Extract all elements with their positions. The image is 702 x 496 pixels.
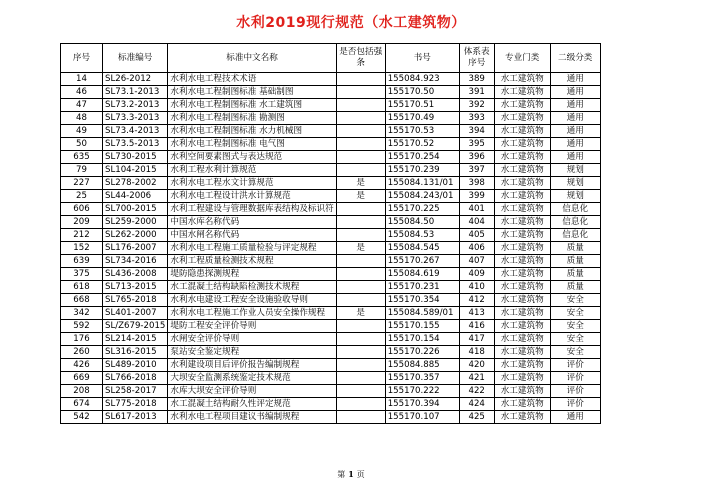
table-row: [61, 346, 601, 359]
cell-door: 水工建筑物: [494, 112, 550, 125]
cell-book: 155170.154: [385, 333, 459, 346]
cell-mandatory: 是: [336, 242, 385, 255]
cell-mandatory: [336, 73, 385, 86]
cell-sys-seq: 405: [459, 229, 494, 242]
cell-name: 泵站安全鉴定规程: [168, 346, 336, 359]
cell-code: SL765-2018: [103, 294, 168, 307]
table-row: [61, 99, 601, 112]
cell-code: SL73.1-2013: [103, 86, 168, 99]
cell-sys-seq: 409: [459, 268, 494, 281]
cell-cat: 规划: [550, 177, 600, 190]
cell-code: SL73.2-2013: [103, 99, 168, 112]
cell-code: SL259-2000: [103, 216, 168, 229]
cell-name: 水闸安全评价导则: [168, 333, 336, 346]
cell-name: 水利工程质量检测技术规程: [168, 255, 336, 268]
cell-door: 水工建筑物: [494, 242, 550, 255]
table-row: [61, 294, 601, 307]
cell-name: 水工混凝土结构缺陷检测技术规程: [168, 281, 336, 294]
cell-seq: 426: [61, 359, 103, 372]
cell-sys-seq: 392: [459, 99, 494, 112]
cell-code: SL489-2010: [103, 359, 168, 372]
cell-book: 155170.394: [385, 398, 459, 411]
cell-book: 155084.589/01: [385, 307, 459, 320]
cell-seq: 176: [61, 333, 103, 346]
table-row: [61, 320, 601, 333]
cell-sys-seq: 416: [459, 320, 494, 333]
cell-sys-seq: 398: [459, 177, 494, 190]
cell-name: 水利水电工程技术术语: [168, 73, 336, 86]
cell-mandatory: [336, 346, 385, 359]
cell-cat: 通用: [550, 125, 600, 138]
table-row: [61, 229, 601, 242]
standards-table: [60, 43, 601, 424]
cell-cat: 安全: [550, 294, 600, 307]
table-row: [61, 190, 601, 203]
cell-mandatory: [336, 86, 385, 99]
cell-code: SL713-2015: [103, 281, 168, 294]
cell-mandatory: [336, 385, 385, 398]
cell-book: 155084.53: [385, 229, 459, 242]
table-row: [61, 73, 601, 86]
cell-cat: 评价: [550, 385, 600, 398]
cell-sys-seq: 394: [459, 125, 494, 138]
cell-mandatory: [336, 112, 385, 125]
cell-door: 水工建筑物: [494, 385, 550, 398]
cell-door: 水工建筑物: [494, 203, 550, 216]
cell-cat: 安全: [550, 333, 600, 346]
cell-cat: 评价: [550, 359, 600, 372]
cell-book: 155170.49: [385, 112, 459, 125]
cell-name: 水利工程建设与管理数据库表结构及标识符: [168, 203, 336, 216]
cell-name: 水工混凝土结构耐久性评定规范: [168, 398, 336, 411]
table-header-row: [61, 44, 601, 73]
cell-seq: 25: [61, 190, 103, 203]
cell-cat: 通用: [550, 411, 600, 424]
cell-seq: 375: [61, 268, 103, 281]
cell-sys-seq: 425: [459, 411, 494, 424]
cell-code: SL775-2018: [103, 398, 168, 411]
table-row: [61, 281, 601, 294]
cell-door: 水工建筑物: [494, 320, 550, 333]
cell-name: 中国水闸名称代码: [168, 229, 336, 242]
cell-book: 155170.107: [385, 411, 459, 424]
cell-seq: 342: [61, 307, 103, 320]
cell-mandatory: [336, 372, 385, 385]
cell-code: SL316-2015: [103, 346, 168, 359]
cell-code: SL73.3-2013: [103, 112, 168, 125]
footer-prefix: 第: [337, 470, 346, 479]
cell-book: 155084.243/01: [385, 190, 459, 203]
cell-seq: 639: [61, 255, 103, 268]
cell-door: 水工建筑物: [494, 281, 550, 294]
table-row: [61, 86, 601, 99]
cell-name: 水利水电工程设计洪水计算规范: [168, 190, 336, 203]
cell-door: 水工建筑物: [494, 164, 550, 177]
cell-door: 水工建筑物: [494, 229, 550, 242]
cell-door: 水工建筑物: [494, 346, 550, 359]
cell-mandatory: [336, 268, 385, 281]
cell-cat: 信息化: [550, 229, 600, 242]
cell-seq: 606: [61, 203, 103, 216]
cell-seq: 618: [61, 281, 103, 294]
cell-code: SL700-2015: [103, 203, 168, 216]
cell-sys-seq: 413: [459, 307, 494, 320]
header-name: 标准中文名称: [168, 44, 336, 73]
header-book: 书号: [385, 44, 459, 73]
cell-name: 中国水库名称代码: [168, 216, 336, 229]
cell-door: 水工建筑物: [494, 151, 550, 164]
cell-door: 水工建筑物: [494, 73, 550, 86]
cell-book: 155170.225: [385, 203, 459, 216]
cell-seq: 79: [61, 164, 103, 177]
cell-mandatory: 是: [336, 190, 385, 203]
cell-name: 水利空间要素图式与表达规范: [168, 151, 336, 164]
cell-cat: 通用: [550, 86, 600, 99]
cell-code: SL/Z679-2015: [103, 320, 168, 333]
cell-seq: 46: [61, 86, 103, 99]
cell-sys-seq: 401: [459, 203, 494, 216]
table-body: [61, 73, 601, 424]
cell-door: 水工建筑物: [494, 333, 550, 346]
cell-seq: 674: [61, 398, 103, 411]
cell-cat: 通用: [550, 99, 600, 112]
cell-name: 水库大坝安全评价导则: [168, 385, 336, 398]
cell-code: SL436-2008: [103, 268, 168, 281]
cell-seq: 50: [61, 138, 103, 151]
cell-mandatory: [336, 229, 385, 242]
cell-door: 水工建筑物: [494, 190, 550, 203]
cell-door: 水工建筑物: [494, 177, 550, 190]
cell-mandatory: [336, 203, 385, 216]
table-row: [61, 385, 601, 398]
cell-mandatory: 是: [336, 307, 385, 320]
cell-mandatory: [336, 398, 385, 411]
cell-cat: 信息化: [550, 216, 600, 229]
cell-cat: 规划: [550, 190, 600, 203]
cell-seq: 227: [61, 177, 103, 190]
table-row: [61, 203, 601, 216]
cell-door: 水工建筑物: [494, 216, 550, 229]
cell-seq: 542: [61, 411, 103, 424]
cell-cat: 质量: [550, 255, 600, 268]
cell-seq: 152: [61, 242, 103, 255]
cell-mandatory: [336, 216, 385, 229]
cell-code: SL214-2015: [103, 333, 168, 346]
table-row: [61, 112, 601, 125]
cell-name: 水利水电工程施工作业人员安全操作规程: [168, 307, 336, 320]
cell-code: SL26-2012: [103, 73, 168, 86]
cell-book: 155170.50: [385, 86, 459, 99]
cell-book: 155170.51: [385, 99, 459, 112]
cell-seq: 209: [61, 216, 103, 229]
table-row: [61, 307, 601, 320]
table-row: [61, 255, 601, 268]
cell-mandatory: [336, 164, 385, 177]
cell-book: 155170.354: [385, 294, 459, 307]
cell-name: 水利水电建设工程安全设施验收导则: [168, 294, 336, 307]
cell-mandatory: [336, 333, 385, 346]
cell-door: 水工建筑物: [494, 138, 550, 151]
cell-door: 水工建筑物: [494, 86, 550, 99]
cell-sys-seq: 407: [459, 255, 494, 268]
cell-sys-seq: 421: [459, 372, 494, 385]
cell-sys-seq: 396: [459, 151, 494, 164]
cell-code: SL262-2000: [103, 229, 168, 242]
cell-door: 水工建筑物: [494, 359, 550, 372]
cell-sys-seq: 393: [459, 112, 494, 125]
cell-door: 水工建筑物: [494, 268, 550, 281]
cell-sys-seq: 389: [459, 73, 494, 86]
cell-name: 水利水电工程制图标准 水力机械图: [168, 125, 336, 138]
cell-door: 水工建筑物: [494, 372, 550, 385]
cell-code: SL730-2015: [103, 151, 168, 164]
cell-book: 155170.155: [385, 320, 459, 333]
cell-sys-seq: 422: [459, 385, 494, 398]
cell-code: SL766-2018: [103, 372, 168, 385]
table-row: [61, 216, 601, 229]
cell-name: 堤防工程安全评价导则: [168, 320, 336, 333]
cell-seq: 14: [61, 73, 103, 86]
cell-code: SL734-2016: [103, 255, 168, 268]
cell-name: 水利水电工程制图标准 水工建筑图: [168, 99, 336, 112]
cell-sys-seq: 395: [459, 138, 494, 151]
cell-mandatory: [336, 99, 385, 112]
cell-sys-seq: 420: [459, 359, 494, 372]
cell-book: 155084.923: [385, 73, 459, 86]
cell-book: 155170.254: [385, 151, 459, 164]
cell-name: 水利水电工程制图标准 基础制图: [168, 86, 336, 99]
table-row: [61, 164, 601, 177]
table-row: [61, 138, 601, 151]
cell-name: 水利水电工程水文计算规范: [168, 177, 336, 190]
cell-sys-seq: 418: [459, 346, 494, 359]
cell-seq: 592: [61, 320, 103, 333]
cell-book: 155170.52: [385, 138, 459, 151]
header-seq: 序号: [61, 44, 103, 73]
cell-mandatory: [336, 151, 385, 164]
cell-code: SL73.4-2013: [103, 125, 168, 138]
cell-book: 155170.231: [385, 281, 459, 294]
cell-seq: 48: [61, 112, 103, 125]
cell-book: 155170.222: [385, 385, 459, 398]
cell-code: SL73.5-2013: [103, 138, 168, 151]
cell-mandatory: 是: [336, 177, 385, 190]
cell-door: 水工建筑物: [494, 398, 550, 411]
cell-name: 水利水电工程制图标准 勘测图: [168, 112, 336, 125]
header-door: 专业门类: [494, 44, 550, 73]
table-row: [61, 268, 601, 281]
cell-seq: 49: [61, 125, 103, 138]
cell-book: 155084.50: [385, 216, 459, 229]
table-row: [61, 359, 601, 372]
cell-door: 水工建筑物: [494, 294, 550, 307]
cell-code: SL401-2007: [103, 307, 168, 320]
cell-sys-seq: 391: [459, 86, 494, 99]
cell-seq: 635: [61, 151, 103, 164]
cell-code: SL104-2015: [103, 164, 168, 177]
cell-sys-seq: 410: [459, 281, 494, 294]
page-footer: [0, 469, 702, 480]
cell-code: SL176-2007: [103, 242, 168, 255]
cell-book: 155084.131/01: [385, 177, 459, 190]
cell-door: 水工建筑物: [494, 411, 550, 424]
cell-mandatory: [336, 125, 385, 138]
cell-name: 堤防隐患探测规程: [168, 268, 336, 281]
cell-seq: 668: [61, 294, 103, 307]
cell-name: 水利工程水利计算规范: [168, 164, 336, 177]
cell-book: 155170.239: [385, 164, 459, 177]
table-row: [61, 177, 601, 190]
table-row: [61, 411, 601, 424]
cell-seq: 47: [61, 99, 103, 112]
cell-book: 155084.885: [385, 359, 459, 372]
cell-mandatory: [336, 138, 385, 151]
cell-cat: 质量: [550, 268, 600, 281]
header-mandatory: 是否包括强条: [336, 44, 385, 73]
cell-book: 155084.545: [385, 242, 459, 255]
cell-sys-seq: 424: [459, 398, 494, 411]
cell-seq: 260: [61, 346, 103, 359]
cell-cat: 通用: [550, 112, 600, 125]
cell-mandatory: [336, 320, 385, 333]
cell-seq: 208: [61, 385, 103, 398]
cell-cat: 安全: [550, 346, 600, 359]
table-row: [61, 151, 601, 164]
cell-cat: 安全: [550, 320, 600, 333]
cell-seq: 669: [61, 372, 103, 385]
cell-code: SL617-2013: [103, 411, 168, 424]
header-sys-seq: 体系表序号: [459, 44, 494, 73]
cell-code: SL44-2006: [103, 190, 168, 203]
header-code: 标准编号: [103, 44, 168, 73]
cell-cat: 质量: [550, 242, 600, 255]
cell-door: 水工建筑物: [494, 255, 550, 268]
cell-door: 水工建筑物: [494, 125, 550, 138]
cell-book: 155084.619: [385, 268, 459, 281]
cell-book: 155170.267: [385, 255, 459, 268]
cell-cat: 质量: [550, 281, 600, 294]
cell-cat: 通用: [550, 138, 600, 151]
cell-cat: 评价: [550, 372, 600, 385]
cell-sys-seq: 412: [459, 294, 494, 307]
table-row: [61, 333, 601, 346]
cell-mandatory: [336, 411, 385, 424]
table-row: [61, 242, 601, 255]
cell-book: 155170.53: [385, 125, 459, 138]
cell-sys-seq: 397: [459, 164, 494, 177]
header-cat: 二级分类: [550, 44, 600, 73]
cell-name: 水利水电工程施工质量检验与评定规程: [168, 242, 336, 255]
cell-name: 水利水电工程制图标准 电气图: [168, 138, 336, 151]
table-row: [61, 125, 601, 138]
cell-name: 水利建设项目后评价报告编制规程: [168, 359, 336, 372]
cell-code: SL258-2017: [103, 385, 168, 398]
table-row: [61, 372, 601, 385]
table-row: [61, 398, 601, 411]
cell-cat: 规划: [550, 164, 600, 177]
cell-code: SL278-2002: [103, 177, 168, 190]
footer-suffix: 页: [356, 470, 365, 479]
cell-sys-seq: 404: [459, 216, 494, 229]
cell-cat: 信息化: [550, 203, 600, 216]
cell-sys-seq: 406: [459, 242, 494, 255]
page-title: 水利2019现行规范（水工建筑物）: [236, 15, 466, 31]
cell-sys-seq: 399: [459, 190, 494, 203]
cell-sys-seq: 417: [459, 333, 494, 346]
footer-page-number: 1: [348, 469, 354, 479]
cell-book: 155170.357: [385, 372, 459, 385]
cell-cat: 通用: [550, 73, 600, 86]
cell-name: 水利水电工程项目建议书编制规程: [168, 411, 336, 424]
cell-mandatory: [336, 255, 385, 268]
cell-mandatory: [336, 294, 385, 307]
cell-cat: 通用: [550, 151, 600, 164]
cell-seq: 212: [61, 229, 103, 242]
cell-mandatory: [336, 359, 385, 372]
cell-mandatory: [336, 281, 385, 294]
cell-book: 155170.226: [385, 346, 459, 359]
cell-cat: 安全: [550, 307, 600, 320]
cell-name: 大坝安全监测系统鉴定技术规范: [168, 372, 336, 385]
cell-door: 水工建筑物: [494, 99, 550, 112]
cell-door: 水工建筑物: [494, 307, 550, 320]
cell-cat: 评价: [550, 398, 600, 411]
